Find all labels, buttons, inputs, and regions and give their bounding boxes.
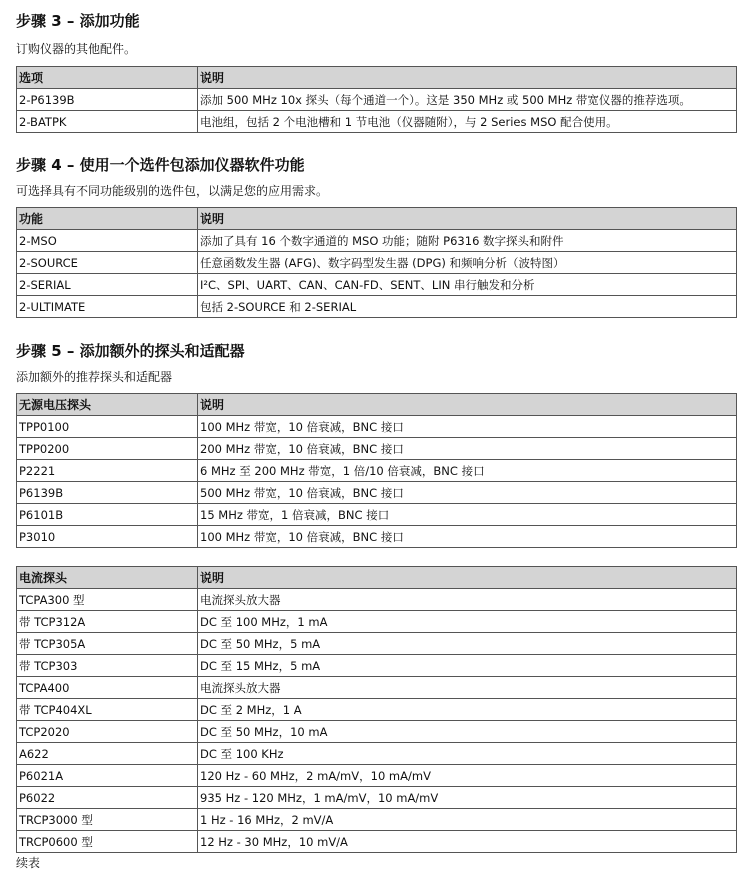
table-row: [17, 460, 737, 482]
feature-code: 2-SOURCE: [17, 252, 198, 274]
step4-features-table: [16, 207, 737, 318]
probe-description: 电流探头放大器: [198, 677, 737, 699]
feature-code: 2-SERIAL: [17, 274, 198, 296]
probe-model: P6022: [17, 787, 198, 809]
feature-description: I²C、SPI、UART、CAN、CAN-FD、SENT、LIN 串行触发和分析: [198, 274, 737, 296]
probe-description: DC 至 100 MHz，1 mA: [198, 611, 737, 633]
probe-model: TCPA300 型: [17, 589, 198, 611]
probe-model: A622: [17, 743, 198, 765]
table-row: [17, 743, 737, 765]
table-row: [17, 416, 737, 438]
table-row: [17, 721, 737, 743]
table-row: [17, 677, 737, 699]
table-header-row: [17, 208, 737, 230]
probe-description: 100 MHz 带宽，10 倍衰减，BNC 接口: [198, 526, 737, 548]
step3-options-table: [16, 66, 737, 133]
probe-model: TPP0100: [17, 416, 198, 438]
probe-model: TCP2020: [17, 721, 198, 743]
table-row: [17, 504, 737, 526]
probe-model: TPP0200: [17, 438, 198, 460]
table-row: [17, 438, 737, 460]
table-row: [17, 655, 737, 677]
column-header: 说明: [198, 67, 737, 89]
table-row: [17, 787, 737, 809]
table-row: [17, 230, 737, 252]
table-row: [17, 699, 737, 721]
step3-heading: 步骤 3 – 添加功能: [16, 12, 140, 30]
column-header: 无源电压探头: [17, 394, 198, 416]
step5-heading: 步骤 5 – 添加额外的探头和适配器: [16, 342, 245, 360]
probe-model: 带 TCP404XL: [17, 699, 198, 721]
table-header-row: [17, 67, 737, 89]
probe-description: DC 至 2 MHz，1 A: [198, 699, 737, 721]
probe-description: 935 Hz - 120 MHz，1 mA/mV，10 mA/mV: [198, 787, 737, 809]
option-code: 2-P6139B: [17, 89, 198, 111]
feature-code: 2-ULTIMATE: [17, 296, 198, 318]
column-header: 说明: [198, 394, 737, 416]
column-header: 选项: [17, 67, 198, 89]
feature-description: 任意函数发生器 (AFG)、数字码型发生器 (DPG) 和频响分析（波特图）: [198, 252, 737, 274]
probe-model: TRCP0600 型: [17, 831, 198, 853]
probe-description: 100 MHz 带宽，10 倍衰减，BNC 接口: [198, 416, 737, 438]
table-row: [17, 611, 737, 633]
column-header: 电流探头: [17, 567, 198, 589]
probe-model: 带 TCP305A: [17, 633, 198, 655]
table-row: [17, 274, 737, 296]
option-description: 电池组，包括 2 个电池槽和 1 节电池（仪器随附），与 2 Series MSO 配合使用。: [198, 111, 737, 133]
probe-model: 带 TCP303: [17, 655, 198, 677]
probe-description: 6 MHz 至 200 MHz 带宽，1 倍/10 倍衰减，BNC 接口: [198, 460, 737, 482]
feature-description: 包括 2-SOURCE 和 2-SERIAL: [198, 296, 737, 318]
table-row: [17, 633, 737, 655]
table-row: [17, 809, 737, 831]
step4-subtitle: 可选择具有不同功能级别的选件包，以满足您的应用需求。: [16, 184, 329, 198]
table-row: [17, 252, 737, 274]
table-row: [17, 482, 737, 504]
probe-model: P2221: [17, 460, 198, 482]
probe-model: P6021A: [17, 765, 198, 787]
option-description: 添加 500 MHz 10x 探头（每个通道一个）。这是 350 MHz 或 500 MHz 带宽仪器的推荐选项。: [198, 89, 737, 111]
probe-model: 带 TCP312A: [17, 611, 198, 633]
probe-model: P6139B: [17, 482, 198, 504]
column-header: 说明: [198, 208, 737, 230]
probe-description: 电流探头放大器: [198, 589, 737, 611]
probe-model: TCPA400: [17, 677, 198, 699]
table-row: [17, 296, 737, 318]
probe-description: DC 至 100 KHz: [198, 743, 737, 765]
table-row: [17, 111, 737, 133]
table-header-row: [17, 567, 737, 589]
probe-description: DC 至 50 MHz，10 mA: [198, 721, 737, 743]
column-header: 说明: [198, 567, 737, 589]
probe-model: P3010: [17, 526, 198, 548]
table-header-row: [17, 394, 737, 416]
step5-subtitle: 添加额外的推荐探头和适配器: [16, 370, 173, 384]
column-header: 功能: [17, 208, 198, 230]
probe-description: 200 MHz 带宽，10 倍衰减，BNC 接口: [198, 438, 737, 460]
table-row: [17, 89, 737, 111]
feature-description: 添加了具有 16 个数字通道的 MSO 功能；随附 P6316 数字探头和附件: [198, 230, 737, 252]
table-row: [17, 526, 737, 548]
step3-subtitle: 订购仪器的其他配件。: [16, 42, 137, 56]
step4-heading: 步骤 4 – 使用一个选件包添加仪器软件功能: [16, 156, 305, 174]
table-row: [17, 831, 737, 853]
table-row: [17, 589, 737, 611]
probe-model: P6101B: [17, 504, 198, 526]
passive-probes-table: [16, 393, 737, 548]
probe-description: 12 Hz - 30 MHz，10 mV/A: [198, 831, 737, 853]
probe-description: 1 Hz - 16 MHz，2 mV/A: [198, 809, 737, 831]
current-probes-table: [16, 566, 737, 853]
probe-description: 120 Hz - 60 MHz，2 mA/mV，10 mA/mV: [198, 765, 737, 787]
probe-description: DC 至 15 MHz，5 mA: [198, 655, 737, 677]
probe-description: 15 MHz 带宽，1 倍衰减，BNC 接口: [198, 504, 737, 526]
feature-code: 2-MSO: [17, 230, 198, 252]
table-row: [17, 765, 737, 787]
probe-model: TRCP3000 型: [17, 809, 198, 831]
option-code: 2-BATPK: [17, 111, 198, 133]
probe-description: DC 至 50 MHz，5 mA: [198, 633, 737, 655]
continued-note: 续表: [16, 856, 41, 870]
probe-description: 500 MHz 带宽，10 倍衰减，BNC 接口: [198, 482, 737, 504]
